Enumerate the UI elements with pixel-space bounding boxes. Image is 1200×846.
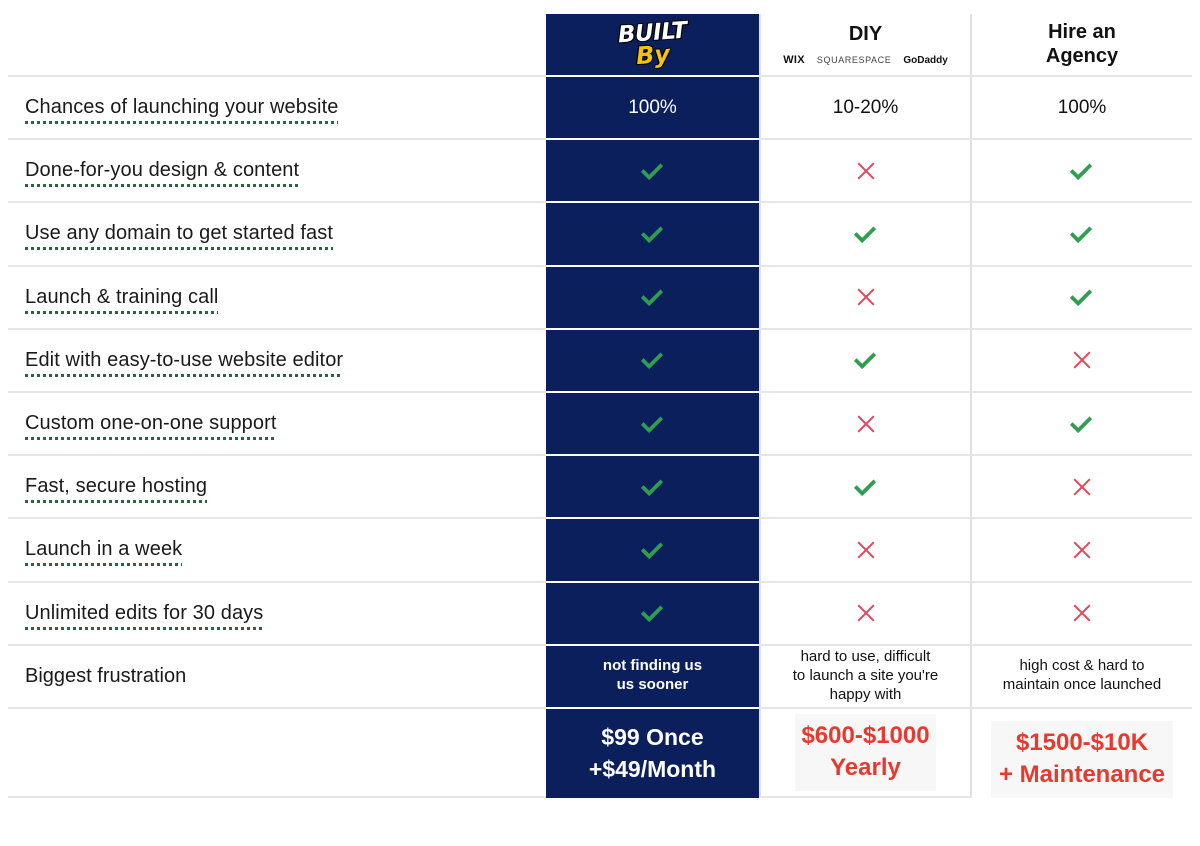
- check-icon: [1071, 160, 1093, 182]
- check-icon: [642, 476, 664, 498]
- cross-icon: [1072, 540, 1092, 560]
- diy-brand-logos: [783, 54, 948, 66]
- feature-label-cell: [8, 456, 546, 519]
- agency-value-cell: [972, 140, 1192, 203]
- check-icon: [1071, 286, 1093, 308]
- wix-logo: WIX: [783, 54, 805, 66]
- cross-icon: [1072, 477, 1092, 497]
- agency-value-cell: [972, 267, 1192, 330]
- agency-frustration-line: high cost & hard to: [1019, 657, 1145, 675]
- builtby-value-cell: [546, 267, 759, 330]
- feature-label-editor: Edit with easy-to-use website editor: [25, 348, 344, 371]
- check-icon: [855, 349, 877, 371]
- feature-label-training-call: Launch & training call: [25, 285, 219, 308]
- check-icon: [642, 539, 664, 561]
- builtby-value-cell: [546, 456, 759, 519]
- feature-label-hosting: Fast, secure hosting: [25, 475, 208, 498]
- builtby-value-cell: [546, 203, 759, 266]
- agency-price: [991, 721, 1173, 798]
- cross-icon: [856, 161, 876, 181]
- diy-value-cell: [759, 203, 972, 266]
- diy-price-line: Yearly: [830, 754, 901, 782]
- agency-value-cell: [972, 456, 1192, 519]
- feature-label-design: Done-for-you design & content: [25, 159, 300, 182]
- agency-value-cell: [972, 203, 1192, 266]
- feature-label-cell: [8, 330, 546, 393]
- check-icon: [855, 476, 877, 498]
- cross-icon: [1072, 350, 1092, 370]
- agency-value-cell: [972, 519, 1192, 582]
- agency-price-line: + Maintenance: [998, 761, 1166, 789]
- builtby-price-cell: [546, 709, 759, 798]
- diy-frustration: [785, 648, 946, 704]
- builtby-logo-top: BUILT: [617, 17, 688, 49]
- builtby-frustration: [595, 657, 710, 695]
- comparison-table: [8, 14, 1192, 798]
- godaddy-logo: GoDaddy: [903, 54, 948, 66]
- check-icon: [642, 413, 664, 435]
- feature-label-launch-chance: Chances of launching your website: [25, 96, 339, 119]
- check-icon: [1071, 413, 1093, 435]
- agency-value-cell: [972, 393, 1192, 456]
- agency-launch-chance: 100%: [1057, 96, 1107, 118]
- builtby-launch-chance: 100%: [628, 96, 677, 118]
- feature-label-cell: [8, 267, 546, 330]
- squarespace-logo: SQUARESPACE: [816, 55, 892, 65]
- check-icon: [642, 602, 664, 624]
- diy-price-line: $600-$1000: [801, 721, 930, 749]
- cross-icon: [856, 603, 876, 623]
- builtby-price: [589, 721, 716, 785]
- builtby-frustration-line: not finding us: [602, 657, 703, 675]
- agency-price-cell: [972, 709, 1192, 798]
- cross-icon: [856, 540, 876, 560]
- diy-value-cell: [759, 330, 972, 393]
- cross-icon: [1072, 603, 1092, 623]
- builtby-value-cell: [546, 77, 759, 140]
- cross-icon: [856, 287, 876, 307]
- diy-price-cell: [759, 709, 972, 798]
- diy-launch-chance: 10-20%: [832, 96, 899, 118]
- diy-value-cell: [759, 267, 972, 330]
- agency-header: [972, 14, 1192, 77]
- agency-title-line1: Hire an: [1048, 20, 1116, 43]
- builtby-value-cell: [546, 140, 759, 203]
- diy-header: [759, 14, 972, 77]
- builtby-logo-bottom: By: [634, 39, 671, 71]
- diy-frustration-line: to launch a site you're: [792, 666, 939, 684]
- check-icon: [642, 223, 664, 245]
- agency-value-cell: [972, 583, 1192, 646]
- diy-value-cell: [759, 456, 972, 519]
- feature-label-support: Custom one-on-one support: [25, 412, 277, 435]
- builtby-price-line: $99 Once: [601, 724, 704, 750]
- diy-value-cell: [759, 140, 972, 203]
- feature-label-unlimited-edits: Unlimited edits for 30 days: [25, 601, 264, 624]
- diy-frustration-cell: [759, 646, 972, 709]
- builtby-frustration-line: us sooner: [616, 676, 689, 694]
- diy-title: DIY: [848, 23, 883, 45]
- feature-label-cell: [8, 393, 546, 456]
- diy-value-cell: [759, 77, 972, 140]
- builtby-value-cell: [546, 330, 759, 393]
- check-icon: [642, 160, 664, 182]
- agency-value-cell: [972, 330, 1192, 393]
- frustration-label: Biggest frustration: [25, 664, 187, 687]
- agency-price-line: $1500-$10K: [1015, 728, 1149, 756]
- builtby-logo: [546, 14, 759, 77]
- check-icon: [855, 223, 877, 245]
- builtby-frustration-cell: [546, 646, 759, 709]
- diy-price: [795, 714, 935, 791]
- diy-value-cell: [759, 583, 972, 646]
- agency-value-cell: [972, 77, 1192, 140]
- agency-frustration-line: maintain once launched: [1002, 676, 1162, 694]
- diy-value-cell: [759, 393, 972, 456]
- feature-label-cell: [8, 140, 546, 203]
- feature-label-cell: [8, 583, 546, 646]
- feature-label-cell: [8, 77, 546, 140]
- feature-label-domain: Use any domain to get started fast: [25, 222, 334, 245]
- diy-frustration-line: hard to use, difficult: [800, 648, 931, 666]
- check-icon: [642, 286, 664, 308]
- diy-value-cell: [759, 519, 972, 582]
- diy-frustration-line: happy with: [829, 685, 902, 703]
- pricing-blank-cell: [8, 709, 546, 798]
- agency-title-line2: Agency: [1045, 44, 1119, 67]
- feature-label-cell: [8, 203, 546, 266]
- builtby-value-cell: [546, 393, 759, 456]
- feature-label-cell: [8, 519, 546, 582]
- agency-frustration-cell: [972, 646, 1192, 709]
- header-blank-cell: [8, 14, 546, 77]
- cross-icon: [856, 414, 876, 434]
- builtby-value-cell: [546, 519, 759, 582]
- feature-label-launch-week: Launch in a week: [25, 538, 183, 561]
- agency-frustration: [995, 657, 1169, 695]
- builtby-value-cell: [546, 583, 759, 646]
- check-icon: [1071, 223, 1093, 245]
- check-icon: [642, 349, 664, 371]
- builtby-price-line: +$49/Month: [588, 756, 717, 783]
- feature-label-cell: [8, 646, 546, 709]
